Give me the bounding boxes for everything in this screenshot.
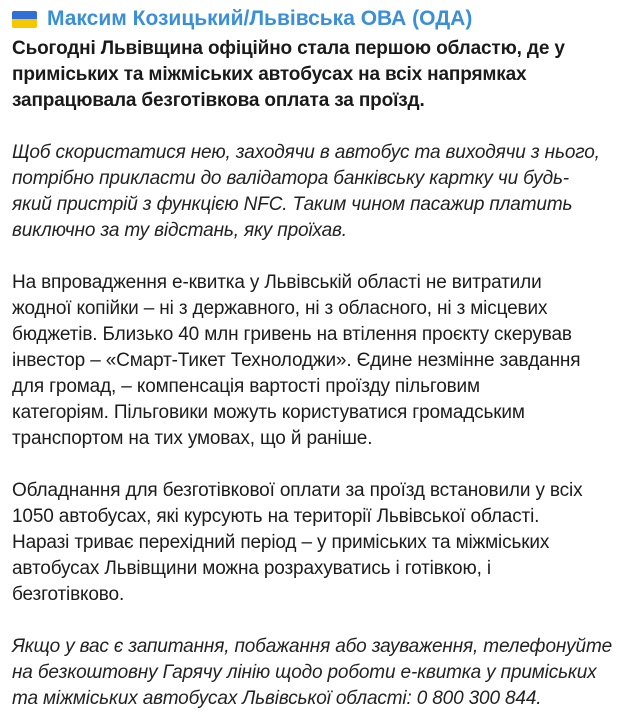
text-line: Якщо у вас є запитання, побажання або зауваження, телефонуйте — [12, 636, 613, 657]
text-line: який пристрій з функцією NFC. Таким чином пасажир платить — [12, 194, 573, 215]
text-line: бюджетів. Близько 40 млн гривень на втілення проєкту скерував — [12, 324, 572, 345]
nfc-instructions-paragraph — [12, 140, 630, 244]
text-line: на безкоштовну Гарячу лінію щодо роботи е-квитка у приміських — [12, 662, 597, 683]
post-lead-paragraph — [12, 36, 630, 114]
text-line: приміських та міжміських автобусах на всіх напрямках — [12, 64, 527, 85]
text-line: категоріям. Пільговики можуть користуватися громадським — [12, 402, 525, 423]
text-line: запрацювала безготівкова оплата за проїзд. — [12, 90, 425, 111]
text-line: Щоб скористатися нею, заходячи в автобус та виходячи з нього, — [12, 142, 600, 163]
post-header — [12, 6, 630, 32]
sender-name[interactable]: Максим Козицький/Львівська ОВА (ОДА) — [47, 7, 473, 30]
funding-paragraph — [12, 270, 630, 452]
text-line: 1050 автобусах, які курсують на території Львівської області. — [12, 506, 540, 527]
text-line: інвестор – «Смарт-Тикет Технолоджи». Єдине незмінне завдання — [12, 350, 581, 371]
text-line: Обладнання для безготівкової оплати за проїзд встановили у всіх — [12, 480, 583, 501]
text-line: для громад, – компенсація вартості проїзду пільговим — [12, 376, 480, 397]
text-line: Сьогодні Львівщина офіційно стала першою областю, де у — [12, 38, 565, 59]
text-line: автобусах Львівщини можна розрахуватись і готівкою, і — [12, 558, 491, 579]
ukraine-flag-icon — [12, 11, 37, 28]
text-line: та міжміських автобусах Львівської області: 0 800 300 844. — [12, 688, 542, 709]
equipment-paragraph — [12, 478, 630, 608]
text-line: транспортом на тих умовах, що й раніше. — [12, 428, 373, 449]
hotline-paragraph — [12, 634, 630, 712]
text-line: Наразі триває перехідний період – у приміських та міжміських — [12, 532, 550, 553]
text-line: виключно за ту відстань, яку проїхав. — [12, 220, 347, 241]
text-line: потрібно прикласти до валідатора банківську картку чи будь- — [12, 168, 569, 189]
text-line: На впровадження е-квитка у Львівській області не витратили — [12, 272, 542, 293]
text-line: жодної копійки – ні з державного, ні з обласного, ні з місцевих — [12, 298, 548, 319]
text-line: безготівково. — [12, 584, 125, 605]
post-body — [12, 36, 630, 712]
